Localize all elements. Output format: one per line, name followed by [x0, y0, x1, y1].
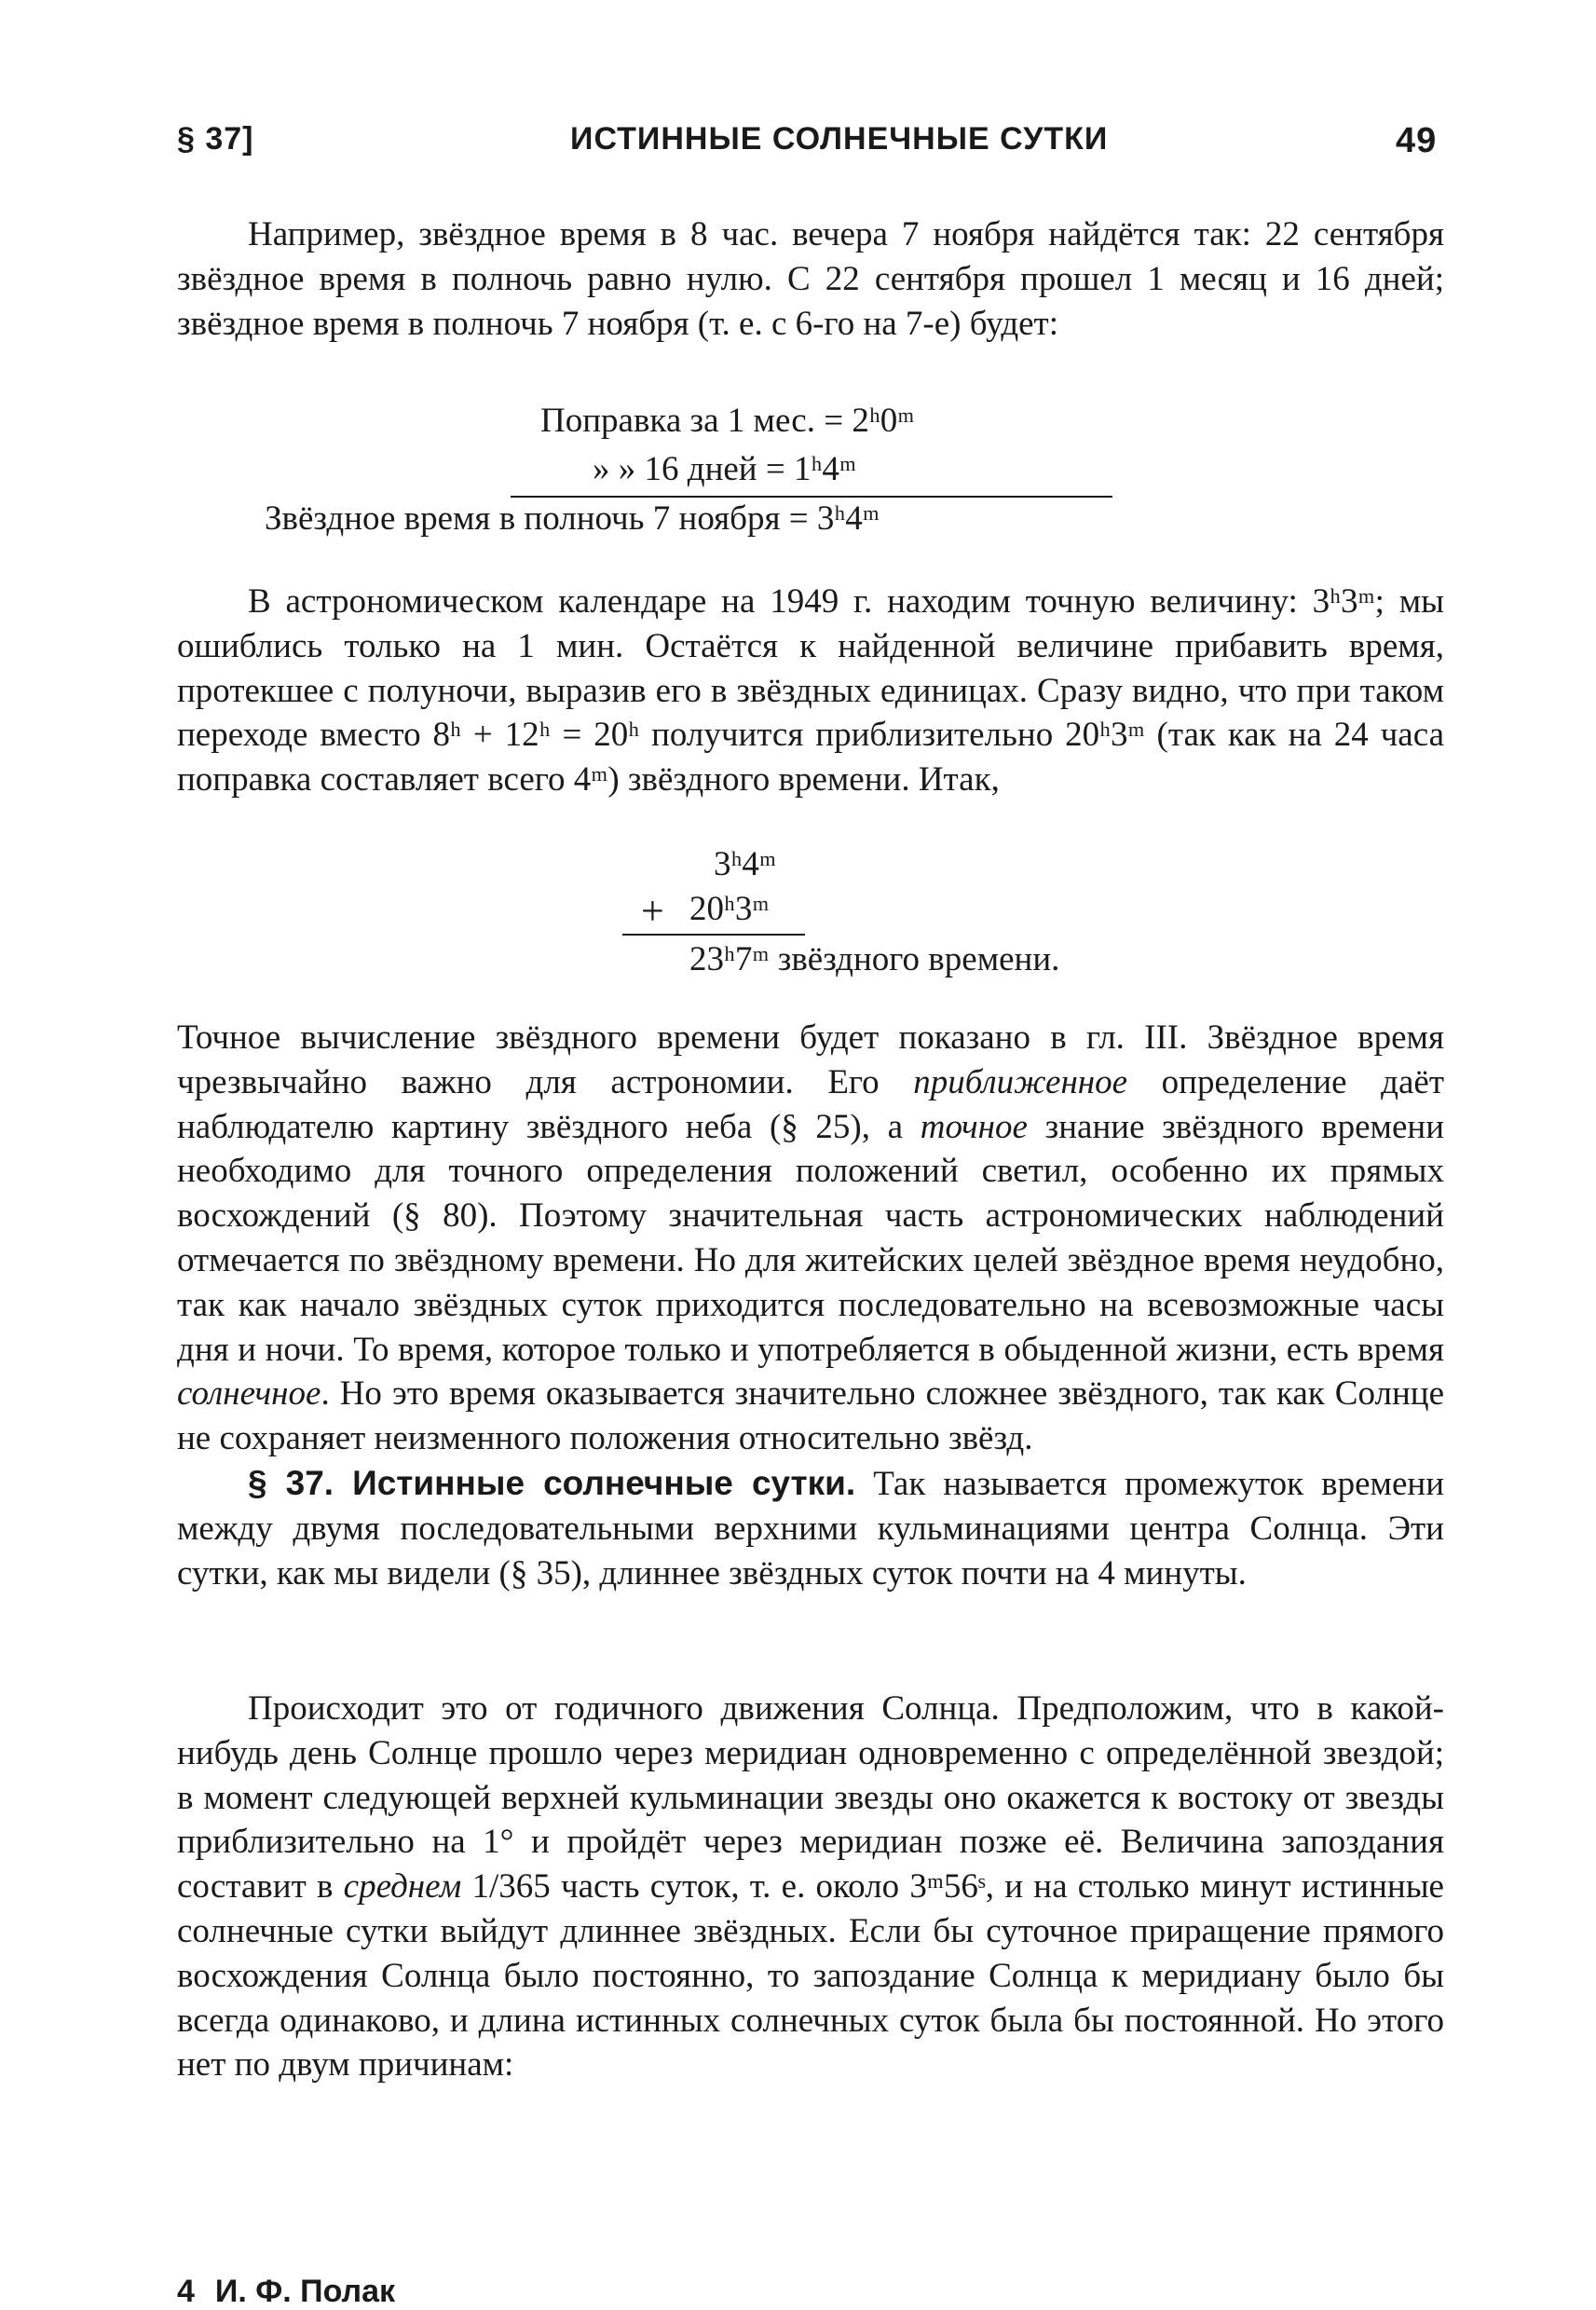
- text-run: Точное вычисление звёздного времени будет показано в гл. III. Звёздное время чрезвычайно важно для астрономии. Его: [177, 1018, 1444, 1101]
- calc1-line1: Поправка за 1 мес. = 2ʰ0ᵐ: [540, 402, 915, 440]
- calc2-plus-sign: +: [641, 888, 664, 934]
- calc1-result: Звёздное время в полночь 7 ноября = 3ʰ4ᵐ: [265, 499, 880, 538]
- running-head-title: ИСТИННЫЕ СОЛНЕЧНЫЕ СУТКИ: [570, 121, 1109, 157]
- printer-signature: [177, 2274, 395, 2310]
- text-run: Происходит это от годичного движения Солнца. Предположим, что в какой-нибудь день Солнце прошло через меридиан одновременно с определённой звездой; в момент следующей верхней кульминации звезды оно окажется к востоку от звезды приблизительно на 1° и пройдёт через меридиан позже её. Величина запоздания составит в: [177, 1689, 1444, 1907]
- calc2-sum-rule: [622, 934, 805, 936]
- text-run: знание звёздного времени необходимо для точного определения положений светил, особенно их прямых восхождений (§ 80). Поэтому значительная часть астрономических наблюдений отмечается по звёздному времени. Но для житейских целей звёздное время неудобно, так как начало звёздных суток приходится последовательно на всевозможные часы дня и ночи. То время, которое только и употребляется в обыденной жизни, есть время: [177, 1107, 1444, 1369]
- page-number: 49: [1396, 121, 1438, 160]
- text-run: определение даёт наблюдателю картину звёздного неба (§ 25), а: [177, 1062, 1445, 1146]
- text-run: . Но это время оказывается значительно сложнее звёздного, так как Солнце не сохраняет неизменного положения относительно звёзд.: [177, 1374, 1444, 1458]
- paragraph-sidereal-time: [177, 1016, 1444, 1595]
- emphasis: среднем: [343, 1867, 462, 1907]
- emphasis: солнечное: [177, 1374, 321, 1414]
- running-head-section: § 37]: [177, 121, 254, 157]
- section-37-paragraph: [177, 1461, 1444, 1595]
- paragraph-text: В астрономическом календаре на 1949 г. находим точную величину: 3ʰ3ᵐ; мы ошиблись только на 1 мин. Остаётся к найденной величине прибавить время, протекшее с полуночи, выразив его в звёздных единицах. Сразу видно, что при таком переходе вместо 8ʰ + 12ʰ = 20ʰ получится приблизительно 20ʰ3ᵐ (так как на 24 часа поправка составляет всего 4ᵐ) звёздного времени. Итак,: [177, 582, 1444, 800]
- paragraph-example: [177, 212, 1444, 346]
- paragraph-annual-motion: [177, 1687, 1444, 2087]
- paragraph-text: Например, звёздное время в 8 час. вечера 7 ноября найдётся так: 22 сентября звёздное время в полночь равно нулю. С 22 сентября прошел 1 месяц и 16 дней; звёздное время в полночь 7 ноября (т. е. с 6-го на 7-е) будет:: [177, 215, 1444, 343]
- emphasis: точное: [920, 1107, 1028, 1146]
- signature-number: 4: [177, 2274, 195, 2309]
- calc1-line2: » » 16 дней = 1ʰ4ᵐ: [593, 450, 856, 488]
- section-heading: § 37. Истинные солнечные сутки.: [248, 1463, 856, 1502]
- calc2-line2: 20ʰ3ᵐ: [689, 890, 770, 928]
- calc2-line1: 3ʰ4ᵐ: [714, 845, 776, 883]
- text-run: Так называется промежуток времени между двумя последовательными верхними кульминациями центра Солнца. Эти сутки, как мы видели (§ 35), длиннее звёздных суток почти на 4 минуты.: [177, 1464, 1444, 1592]
- paragraph-text: [177, 1016, 1444, 1461]
- calc2-result: 23ʰ7ᵐ звёздного времени.: [689, 940, 1060, 978]
- calc1-sum-rule: [511, 496, 1112, 498]
- text-run: 1/365 часть суток, т. е. около 3ᵐ56ˢ, и на столько минут истинные солнечные сутки выйдут длиннее звёздных. Если бы суточное приращение прямого восхождения Солнца было постоянно, то запоздание Солнца к меридиану было бы всегда одинаково, и длина истинных солнечных суток была бы постоянной. Но этого нет по двум причинам:: [177, 1867, 1444, 2084]
- paragraph-text: [177, 1687, 1444, 2087]
- emphasis: приближенное: [913, 1062, 1128, 1101]
- signature-author: И. Ф. Полак: [214, 2274, 396, 2309]
- paragraph-calendar: [177, 580, 1444, 802]
